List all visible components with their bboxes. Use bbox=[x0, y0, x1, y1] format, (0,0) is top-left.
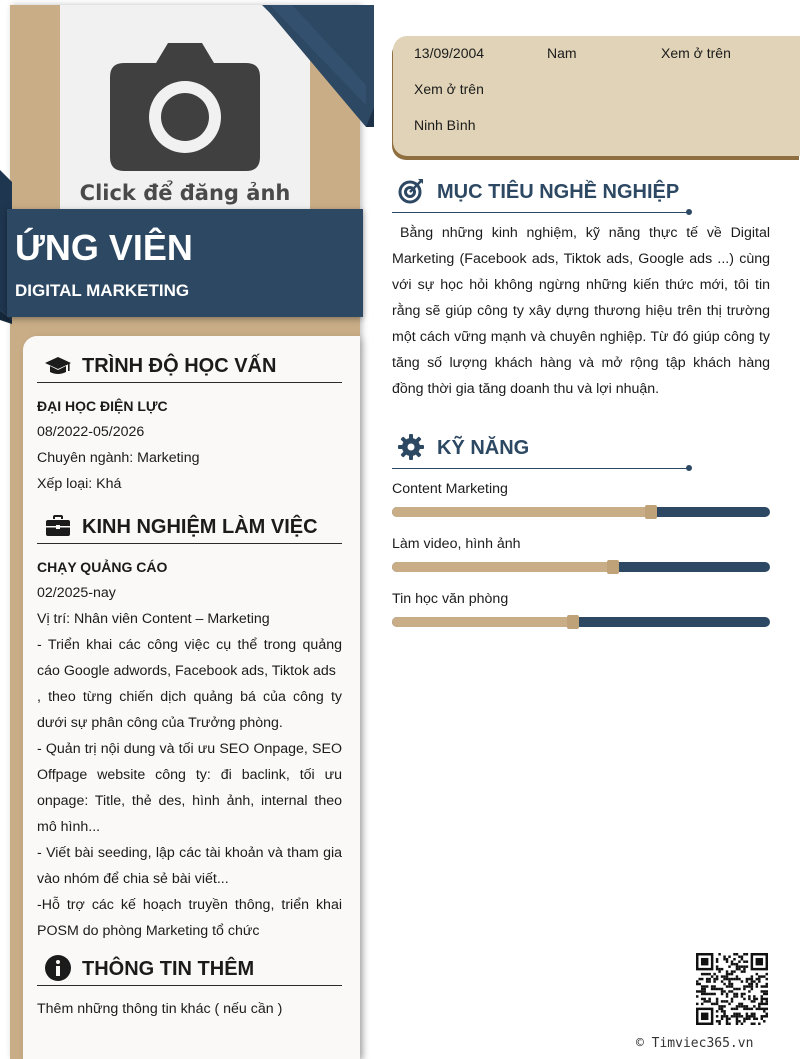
skill-name: Content Marketing bbox=[392, 481, 508, 497]
company-name: CHẠY QUẢNG CÁO bbox=[37, 559, 168, 575]
skill-name: Làm video, hình ảnh bbox=[392, 536, 521, 552]
education-grade: Xếp loại: Khá bbox=[37, 476, 122, 492]
candidate-name: ỨNG VIÊN bbox=[15, 227, 193, 268]
birthday: 13/09/2004 bbox=[414, 45, 485, 61]
footer-credit: © Timviec365.vn bbox=[636, 1036, 754, 1051]
info-icon bbox=[45, 955, 71, 981]
divider-dot bbox=[686, 465, 692, 471]
additional-title: THÔNG TIN THÊM bbox=[82, 958, 255, 980]
experience-detail: , theo từng chiến dịch quảng bá của công ty dưới sự phân công của Trưởng phòng. bbox=[37, 689, 342, 731]
phone: Xem ở trên bbox=[661, 45, 731, 61]
email: Xem ở trên bbox=[414, 81, 484, 97]
graduation-cap-icon bbox=[45, 352, 71, 378]
experience-header bbox=[37, 504, 342, 544]
education-period: 08/2022-05/2026 bbox=[37, 424, 145, 440]
skill-bar-knob bbox=[567, 615, 579, 629]
education-title: TRÌNH ĐỘ HỌC VẤN bbox=[82, 355, 277, 377]
gender: Nam bbox=[547, 45, 577, 61]
experience-detail: - Triển khai các công việc cụ thể trong quảng cáo Google adwords, Facebook ads, Tiktok ads bbox=[37, 637, 342, 679]
education-header bbox=[37, 343, 342, 383]
skill-bar-knob bbox=[607, 560, 619, 574]
divider bbox=[392, 468, 690, 469]
divider bbox=[392, 212, 690, 213]
qr-code bbox=[696, 953, 768, 1025]
target-icon bbox=[398, 178, 424, 204]
additional-body bbox=[37, 996, 342, 1022]
gear-icon bbox=[398, 434, 424, 460]
education-body bbox=[37, 393, 342, 497]
experience-body bbox=[37, 554, 342, 944]
objective-text: Bằng những kinh nghiệm, kỹ năng thực tế về Digital Marketing (Facebook ads, Tiktok ads, Google ads ...) cùng với sự học hỏi không ngừng những kiến thức mới, tôi tin rằng sẽ giúp công ty xây dựng thương hiệu trên thị trường một cách vững mạnh và chuyên nghiệp. Từ đó giúp công ty tăng số lượng khách hàng và mở rộng tập khách hàng đồng thời gia tăng doanh thu và lợi nhuận. bbox=[392, 225, 770, 397]
skill-name: Tin học văn phòng bbox=[392, 591, 509, 607]
experience-position: Vị trí: Nhân viên Content – Marketing bbox=[37, 611, 270, 627]
additional-header bbox=[37, 946, 342, 986]
skill-bar bbox=[392, 507, 770, 517]
additional-text: Thêm những thông tin khác ( nếu cần ) bbox=[37, 1001, 283, 1017]
experience-detail: - Viết bài seeding, lập các tài khoản và tham gia vào nhóm để chia sẻ bài viết... bbox=[37, 845, 342, 887]
skill-bar-knob bbox=[645, 505, 657, 519]
skill-bar bbox=[392, 617, 770, 627]
divider-dot bbox=[686, 209, 692, 215]
camera-icon bbox=[110, 41, 260, 173]
job-title: DIGITAL MARKETING bbox=[15, 281, 190, 300]
skill-bar-fill bbox=[392, 562, 613, 572]
photo-caption: Click để đăng ảnh bbox=[79, 181, 291, 205]
experience-detail: - Quản trị nội dung và tối ưu SEO Onpage, SEO Offpage website công ty: đi baclink, tối ưu onpage: Title, thẻ des, hình ảnh, internal theo mô hình... bbox=[37, 741, 342, 835]
left-card bbox=[23, 336, 360, 1059]
skill-bar-fill bbox=[392, 507, 651, 517]
corner-ribbon bbox=[262, 5, 374, 127]
experience-detail: -Hỗ trợ các kế hoạch truyền thông, triển khai POSM do phòng Marketing tổ chức bbox=[37, 897, 342, 939]
objective-title: MỤC TIÊU NGHỀ NGHIỆP bbox=[437, 181, 680, 203]
personal-info-box bbox=[393, 36, 800, 156]
briefcase-icon bbox=[45, 513, 71, 539]
experience-title: KINH NGHIỆM LÀM VIỆC bbox=[82, 516, 318, 538]
name-banner bbox=[7, 209, 363, 317]
address: Ninh Bình bbox=[414, 117, 476, 133]
skills-title: KỸ NĂNG bbox=[437, 437, 530, 459]
skill-bar-fill bbox=[392, 617, 573, 627]
objective-header bbox=[392, 178, 692, 216]
skill-bar bbox=[392, 562, 770, 572]
experience-period: 02/2025-nay bbox=[37, 585, 116, 601]
education-major: Chuyên ngành: Marketing bbox=[37, 450, 200, 466]
skills-header bbox=[392, 434, 692, 472]
school-name: ĐẠI HỌC ĐIỆN LỰC bbox=[37, 398, 168, 414]
